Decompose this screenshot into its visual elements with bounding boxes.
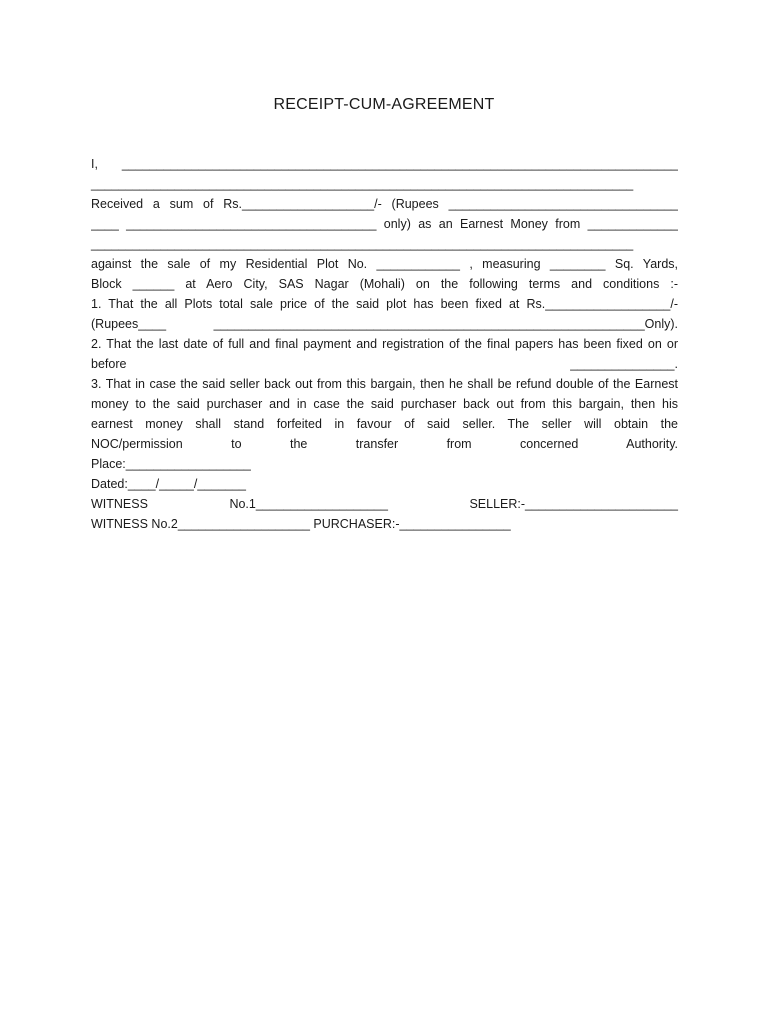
line-4: ____ ____________________________________ only) as an Earnest Money from _____________ bbox=[91, 217, 678, 231]
line-10: 2. That the last date of full and final payment and registration of the final papers has been fixed on or bbox=[91, 337, 678, 351]
witness-2-line: WITNESS No.2___________________ PURCHASER:-________________ bbox=[91, 517, 511, 531]
document-title: RECEIPT-CUM-AGREEMENT bbox=[273, 96, 495, 113]
seller-signature: SELLER:-______________________ bbox=[469, 497, 678, 511]
line-13: money to the said purchaser and in case the said purchaser back out from this bargain, then his bbox=[91, 397, 678, 411]
line-7: Block ______ at Aero City, SAS Nagar (Mohali) on the following terms and conditions :- bbox=[91, 277, 678, 291]
place-line: Place:__________________ bbox=[91, 457, 251, 471]
witness-1-number: No.1___________________ bbox=[229, 497, 388, 511]
line-1: I, ________________________________________________________________________________ bbox=[91, 157, 678, 171]
line-15: NOC/permission to the transfer from concerned Authority. bbox=[91, 437, 678, 451]
line-9: (Rupees____ ______________________________________________________________Only). bbox=[91, 317, 678, 331]
line-2: ______________________________________________________________________________ bbox=[91, 177, 634, 191]
line-14: earnest money shall stand forfeited in favour of said seller. The seller will obtain the bbox=[91, 417, 678, 431]
witness-1-label: WITNESS bbox=[91, 497, 148, 511]
line-11 bbox=[91, 354, 678, 374]
before-label: before bbox=[91, 357, 127, 371]
agreement-body bbox=[91, 154, 678, 534]
before-blank: _______________. bbox=[570, 357, 678, 371]
line-12: 3. That in case the said seller back out from this bargain, then he shall be refund double of the Earnest bbox=[91, 377, 678, 391]
witness-1-line bbox=[91, 494, 678, 514]
dated-line: Dated:____/_____/_______ bbox=[91, 477, 247, 491]
line-5: ______________________________________________________________________________ bbox=[91, 237, 634, 251]
line-3: Received a sum of Rs.___________________/- (Rupees _________________________________ bbox=[91, 197, 678, 211]
line-6: against the sale of my Residential Plot No. ____________ , measuring ________ Sq. Yards, bbox=[91, 257, 678, 271]
line-8: 1. That the all Plots total sale price of the said plot has been fixed at Rs.__________________/- bbox=[91, 297, 678, 311]
